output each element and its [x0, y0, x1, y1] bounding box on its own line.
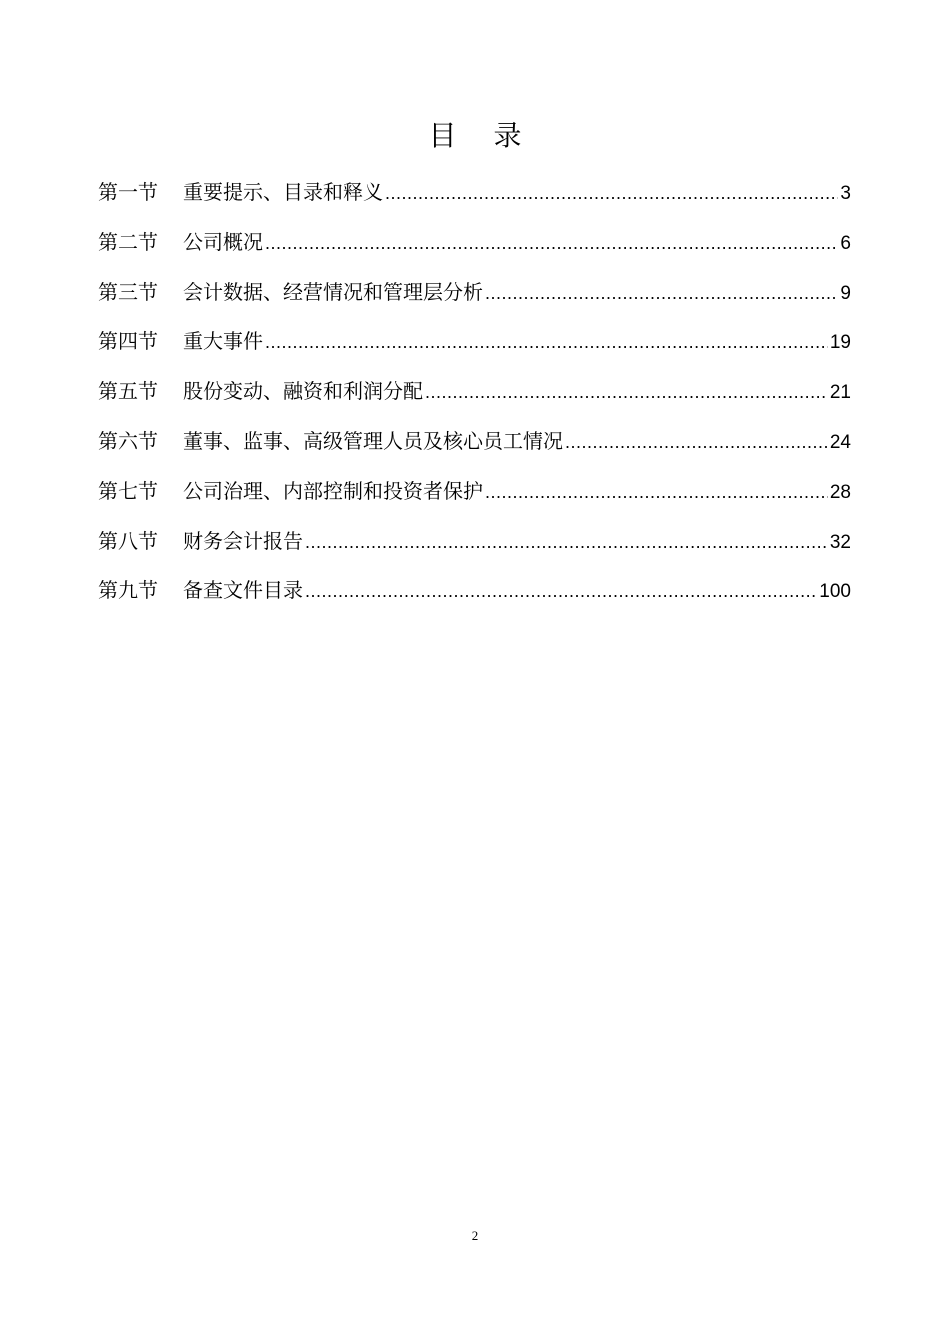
toc-entry[interactable] [98, 371, 851, 421]
toc-section-number: 第八节 [98, 528, 158, 553]
toc-entry[interactable] [98, 570, 851, 620]
toc-entry[interactable] [98, 421, 851, 471]
toc-list [98, 172, 851, 620]
toc-dot-leader [385, 173, 838, 213]
toc-entry[interactable] [98, 272, 851, 322]
toc-dot-leader [305, 522, 828, 562]
toc-section-number: 第四节 [98, 329, 158, 354]
toc-section-title: 财务会计报告 [183, 528, 303, 553]
toc-entry[interactable] [98, 172, 851, 222]
toc-entry[interactable] [98, 222, 851, 272]
toc-page-number: 24 [829, 431, 851, 453]
toc-dot-leader [265, 322, 828, 362]
page-footer-number: 2 [471, 1228, 479, 1243]
toc-entry[interactable] [98, 471, 851, 521]
toc-dot-leader [425, 372, 828, 412]
toc-section-number: 第六节 [98, 428, 158, 453]
toc-page-number: 21 [829, 382, 851, 404]
toc-section-title: 重大事件 [183, 329, 263, 354]
toc-section-number: 第一节 [98, 180, 158, 204]
toc-section-title: 备查文件目录 [183, 578, 303, 603]
toc-dot-leader [265, 223, 838, 263]
toc-section-title: 会计数据、经营情况和管理层分析 [183, 279, 483, 304]
toc-section-number: 第三节 [98, 279, 158, 304]
toc-section-title: 公司概况 [183, 229, 263, 254]
toc-page-number: 19 [829, 332, 851, 354]
toc-page-number: 3 [840, 183, 851, 204]
toc-page-number: 32 [829, 531, 851, 553]
toc-section-number: 第五节 [98, 379, 158, 404]
toc-section-number: 第九节 [98, 578, 158, 603]
toc-page-number: 6 [840, 232, 851, 254]
toc-section-number: 第二节 [98, 229, 158, 254]
toc-page-number: 100 [819, 581, 851, 603]
toc-section-title: 股份变动、融资和利润分配 [183, 379, 423, 404]
toc-section-number: 第七节 [98, 478, 158, 503]
toc-page-number: 28 [829, 481, 851, 503]
toc-entry[interactable] [98, 521, 851, 571]
toc-dot-leader [485, 472, 828, 512]
toc-dot-leader [565, 422, 828, 462]
toc-entry[interactable] [98, 321, 851, 371]
toc-section-title: 重要提示、目录和释义 [183, 180, 383, 204]
toc-section-title: 公司治理、内部控制和投资者保护 [183, 478, 483, 503]
toc-dot-leader [485, 273, 838, 313]
toc-page-number: 9 [840, 282, 851, 304]
toc-dot-leader [305, 571, 817, 611]
toc-title: 目 录 [428, 119, 536, 152]
toc-section-title: 董事、监事、高级管理人员及核心员工情况 [183, 428, 563, 453]
